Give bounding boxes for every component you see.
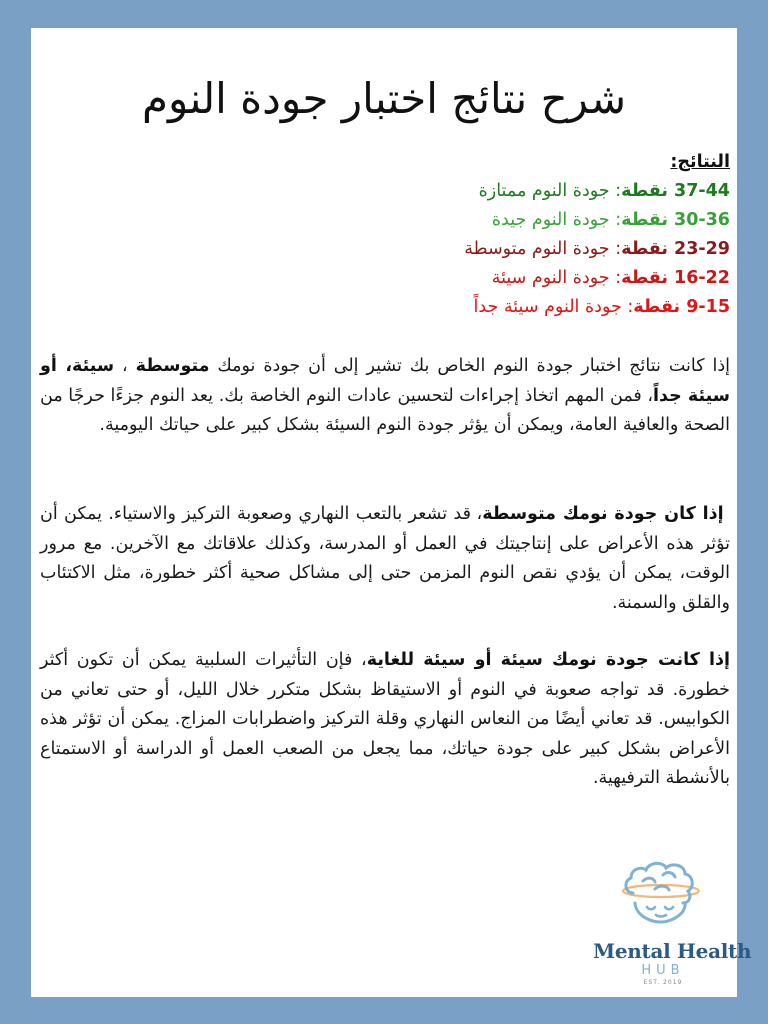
bold-text: إذا كانت جودة نومك سيئة أو سيئة للغاية <box>366 650 731 670</box>
results-section <box>170 148 730 322</box>
bold-text: سيئة، أو سيئة جداً <box>40 356 730 406</box>
text-fragment: ، فمن المهم اتخاذ إجراءات لتحسين عادات النوم الخاصة بك. يعد النوم جزءًا حرجًا من الصحة والعافية العامة، ويمكن أن يؤثر جودة النوم السيئة بشكل كبير على حياتك اليومية. <box>40 385 730 435</box>
quality-description: جودة النوم سيئة <box>491 268 610 288</box>
quality-description: جودة النوم ممتازة <box>478 181 610 201</box>
page-title: شرح نتائج اختبار جودة النوم <box>141 74 627 123</box>
score-range: 16-22 نقطة <box>621 268 730 288</box>
results-list <box>170 177 730 322</box>
mental-health-hub-logo <box>593 859 752 989</box>
paragraph-poor-quality <box>40 646 730 794</box>
quality-description: جودة النوم جيدة <box>491 210 610 230</box>
logo-text-sub: HUB <box>641 963 685 978</box>
bold-text: متوسطة <box>135 356 210 376</box>
logo-text-est: EST. 2019 <box>643 979 683 986</box>
separator: : <box>609 210 622 230</box>
document-page <box>31 28 752 997</box>
score-range: 23-29 نقطة <box>621 239 730 259</box>
result-range-item <box>170 293 730 322</box>
text-fragment: ، <box>114 356 136 376</box>
separator: : <box>609 268 622 288</box>
text-fragment: ، فإن التأثيرات السلبية يمكن أن تكون أكثر خطورة. قد تواجه صعوبة في النوم أو الاستيقاظ بشكل متكرر خلال الليل، أو حتى تعاني من الكوابيس. قد تعاني أيضًا من النعاس النهاري وقلة التركيز واضطرابات المزاج. يمكن أن تؤثر هذه الأعراض بشكل كبير على جودة حياتك، مما يجعل من الصعب العمل أو الدراسة أو الاستمتاع بالأنشطة الترفيهية. <box>40 650 730 788</box>
text-fragment: إذا كانت نتائج اختبار جودة النوم الخاص بك تشير إلى أن جودة نومك <box>209 356 730 376</box>
results-heading: النتائج: <box>670 152 730 172</box>
separator: : <box>609 239 622 259</box>
score-range: 9-15 نقطة <box>633 297 730 317</box>
logo-text-main: Mental Health <box>593 939 752 963</box>
paragraph-medium-quality <box>40 500 730 618</box>
text-fragment: ، قد تشعر بالتعب النهاري وصعوبة التركيز والاستياء. يمكن أن تؤثر هذه الأعراض على إنتاجيتك في العمل أو المدرسة، وكذلك علاقاتك مع الآخرين. مع مرور الوقت، يمكن أن يؤدي نقص النوم المزمن حتى إلى مشاكل صحية أكثر خطورة، مثل الاكتئاب والقلق والسمنة. <box>40 504 730 613</box>
score-range: 30-36 نقطة <box>621 210 730 230</box>
result-range-item <box>170 264 730 293</box>
result-range-item <box>170 177 730 206</box>
brain-cloud-icon <box>593 859 733 939</box>
bold-text: إذا كان جودة نومك متوسطة <box>482 504 724 524</box>
score-range: 37-44 نقطة <box>621 181 730 201</box>
result-range-item <box>170 206 730 235</box>
paragraph-intro <box>40 352 730 441</box>
quality-description: جودة النوم سيئة جداً <box>473 297 622 317</box>
separator: : <box>609 181 622 201</box>
quality-description: جودة النوم متوسطة <box>464 239 610 259</box>
separator: : <box>621 297 634 317</box>
result-range-item <box>170 235 730 264</box>
